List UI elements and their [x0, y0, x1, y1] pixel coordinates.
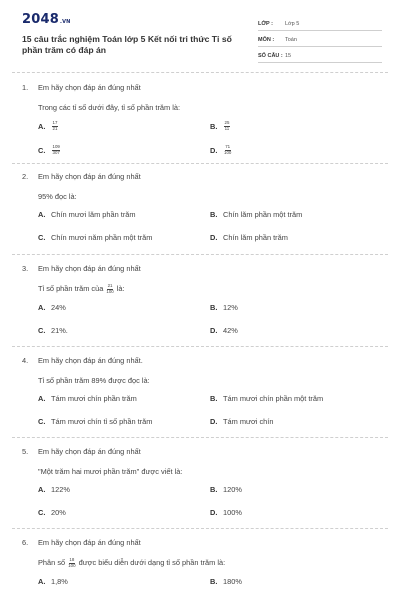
divider [12, 346, 388, 347]
question-instruction: Em hãy chọn đáp án đúng nhất [38, 264, 141, 273]
option-letter: B. [210, 303, 218, 313]
option-b[interactable] [210, 210, 382, 219]
option-letter: A. [38, 121, 46, 131]
option-b[interactable] [210, 303, 382, 312]
meta-grade-row [258, 15, 382, 31]
meta-count-row [258, 47, 382, 63]
option-text: Tám mươi chín phần một trăm [223, 394, 324, 403]
question-instruction: Em hãy chọn đáp án đúng nhất [38, 538, 141, 547]
option-c[interactable] [38, 145, 210, 155]
question-number: 4. [22, 356, 29, 365]
option-a[interactable] [38, 485, 210, 494]
option-text: 12% [223, 303, 238, 313]
option-text: Tám mươi chín phần trăm [51, 394, 137, 403]
question-number: 2. [22, 172, 29, 181]
divider [12, 254, 388, 255]
question-number: 6. [22, 538, 29, 547]
option-c[interactable] [38, 508, 210, 517]
option-d[interactable] [210, 233, 382, 242]
question-1 [22, 83, 382, 155]
option-letter: B. [210, 394, 218, 403]
option-a[interactable] [38, 577, 210, 586]
meta-value: 15 [285, 53, 292, 59]
option-letter: C. [38, 326, 46, 336]
option-text: Chín lăm phần một trăm [223, 210, 303, 219]
option-text: Chín lăm phần trăm [223, 233, 288, 242]
question-5 [22, 447, 382, 517]
meta-label: LỚP : [258, 21, 273, 27]
answer-options [38, 394, 382, 426]
option-letter: A. [38, 303, 46, 313]
option-letter: D. [210, 145, 218, 155]
meta-value: Toán [285, 37, 297, 43]
option-text: 120% [223, 485, 242, 494]
option-d[interactable] [210, 508, 382, 517]
option-text: 180% [223, 577, 242, 587]
option-b[interactable] [210, 577, 382, 586]
option-a[interactable] [38, 394, 210, 403]
option-text: 21%. [51, 326, 68, 336]
option-text: 122% [51, 485, 70, 494]
fraction: $\frac{18}{100}$ [68, 557, 76, 568]
question-2 [22, 172, 382, 242]
question-instruction: Em hãy chọn đáp án đúng nhất [38, 172, 141, 181]
divider [12, 528, 388, 529]
option-text: Tám mươi chín tỉ số phần trăm [51, 417, 153, 426]
option-letter: C. [38, 508, 46, 517]
question-instruction: Em hãy chọn đáp án đúng nhất [38, 83, 141, 92]
question-3 [22, 264, 382, 335]
option-text: Tám mươi chín [223, 417, 274, 426]
site-logo[interactable]: 2048.VN [22, 12, 71, 27]
option-letter: A. [38, 485, 46, 494]
answer-options [38, 485, 382, 517]
divider [12, 163, 388, 164]
option-b[interactable] [210, 485, 382, 494]
page-title: 15 câu trắc nghiệm Toán lớp 5 Kết nối tri thức Tỉ số phần trăm có đáp án [22, 34, 232, 55]
worksheet-header [22, 12, 382, 70]
fraction: $\frac{71}{100}$ [224, 144, 232, 155]
option-d[interactable] [210, 145, 382, 155]
option-c[interactable] [38, 233, 210, 242]
option-a[interactable] [38, 121, 210, 131]
option-letter: A. [38, 394, 46, 403]
option-text: 24% [51, 303, 66, 313]
option-letter: C. [38, 417, 46, 426]
option-letter: B. [210, 210, 218, 219]
question-6 [22, 538, 382, 586]
answer-options [38, 210, 382, 242]
option-letter: A. [38, 577, 46, 587]
answer-options [38, 121, 382, 155]
question-instruction: Em hãy chọn đáp án đúng nhất [38, 447, 141, 456]
question-stem: Phân số $\frac{18}{100}$ được biểu diễn dưới dạng tỉ số phần trăm là: [38, 557, 226, 568]
option-d[interactable] [210, 417, 382, 426]
option-c[interactable] [38, 326, 210, 335]
option-text: 1,8% [51, 577, 68, 587]
option-text: 20% [51, 508, 66, 517]
option-letter: B. [210, 485, 218, 494]
meta-value: Lớp 5 [285, 21, 300, 27]
question-number: 1. [22, 83, 29, 92]
question-stem: Trong các tỉ số dưới đây, tỉ số phần trăm là: [38, 103, 181, 112]
option-letter: D. [210, 326, 218, 336]
option-a[interactable] [38, 210, 210, 219]
answer-options [38, 577, 382, 586]
meta-label: SỐ CÂU : [258, 53, 283, 59]
divider [12, 437, 388, 438]
option-letter: B. [210, 121, 218, 131]
fraction: $\frac{17}{21}$ [52, 120, 58, 131]
meta-subject-row [258, 31, 382, 47]
meta-panel [258, 15, 382, 63]
answer-options [38, 303, 382, 335]
question-stem: Tỉ số phần trăm của $\frac{21}{100}$ là: [38, 283, 125, 294]
option-letter: A. [38, 210, 46, 219]
option-letter: D. [210, 508, 218, 517]
fraction: $\frac{109}{307}$ [52, 144, 60, 155]
option-d[interactable] [210, 326, 382, 335]
question-number: 3. [22, 264, 29, 273]
option-text: 100% [223, 508, 242, 517]
option-letter: D. [210, 233, 218, 242]
option-b[interactable] [210, 121, 382, 131]
question-4 [22, 356, 382, 426]
option-letter: B. [210, 577, 218, 587]
option-letter: D. [210, 417, 218, 426]
option-c[interactable] [38, 417, 210, 426]
fraction: $\frac{25}{11}$ [224, 120, 230, 131]
fraction: $\frac{21}{100}$ [106, 283, 114, 294]
option-text: 42% [223, 326, 238, 336]
option-letter: C. [38, 145, 46, 155]
option-text: Chín mươi năm phần một trăm [51, 233, 153, 242]
meta-label: MÔN : [258, 37, 275, 43]
question-number: 5. [22, 447, 29, 456]
question-stem: Tỉ số phần trăm 89% được đọc là: [38, 376, 150, 385]
option-letter: C. [38, 233, 46, 242]
option-a[interactable] [38, 303, 210, 312]
question-stem: 95% đọc là: [38, 192, 77, 201]
question-instruction: Em hãy chọn đáp án đúng nhất. [38, 356, 143, 365]
option-b[interactable] [210, 394, 382, 403]
option-text: Chín mươi lăm phần trăm [51, 210, 136, 219]
divider [12, 72, 388, 73]
question-stem: "Một trăm hai mươi phần trăm" được viết là: [38, 467, 183, 476]
